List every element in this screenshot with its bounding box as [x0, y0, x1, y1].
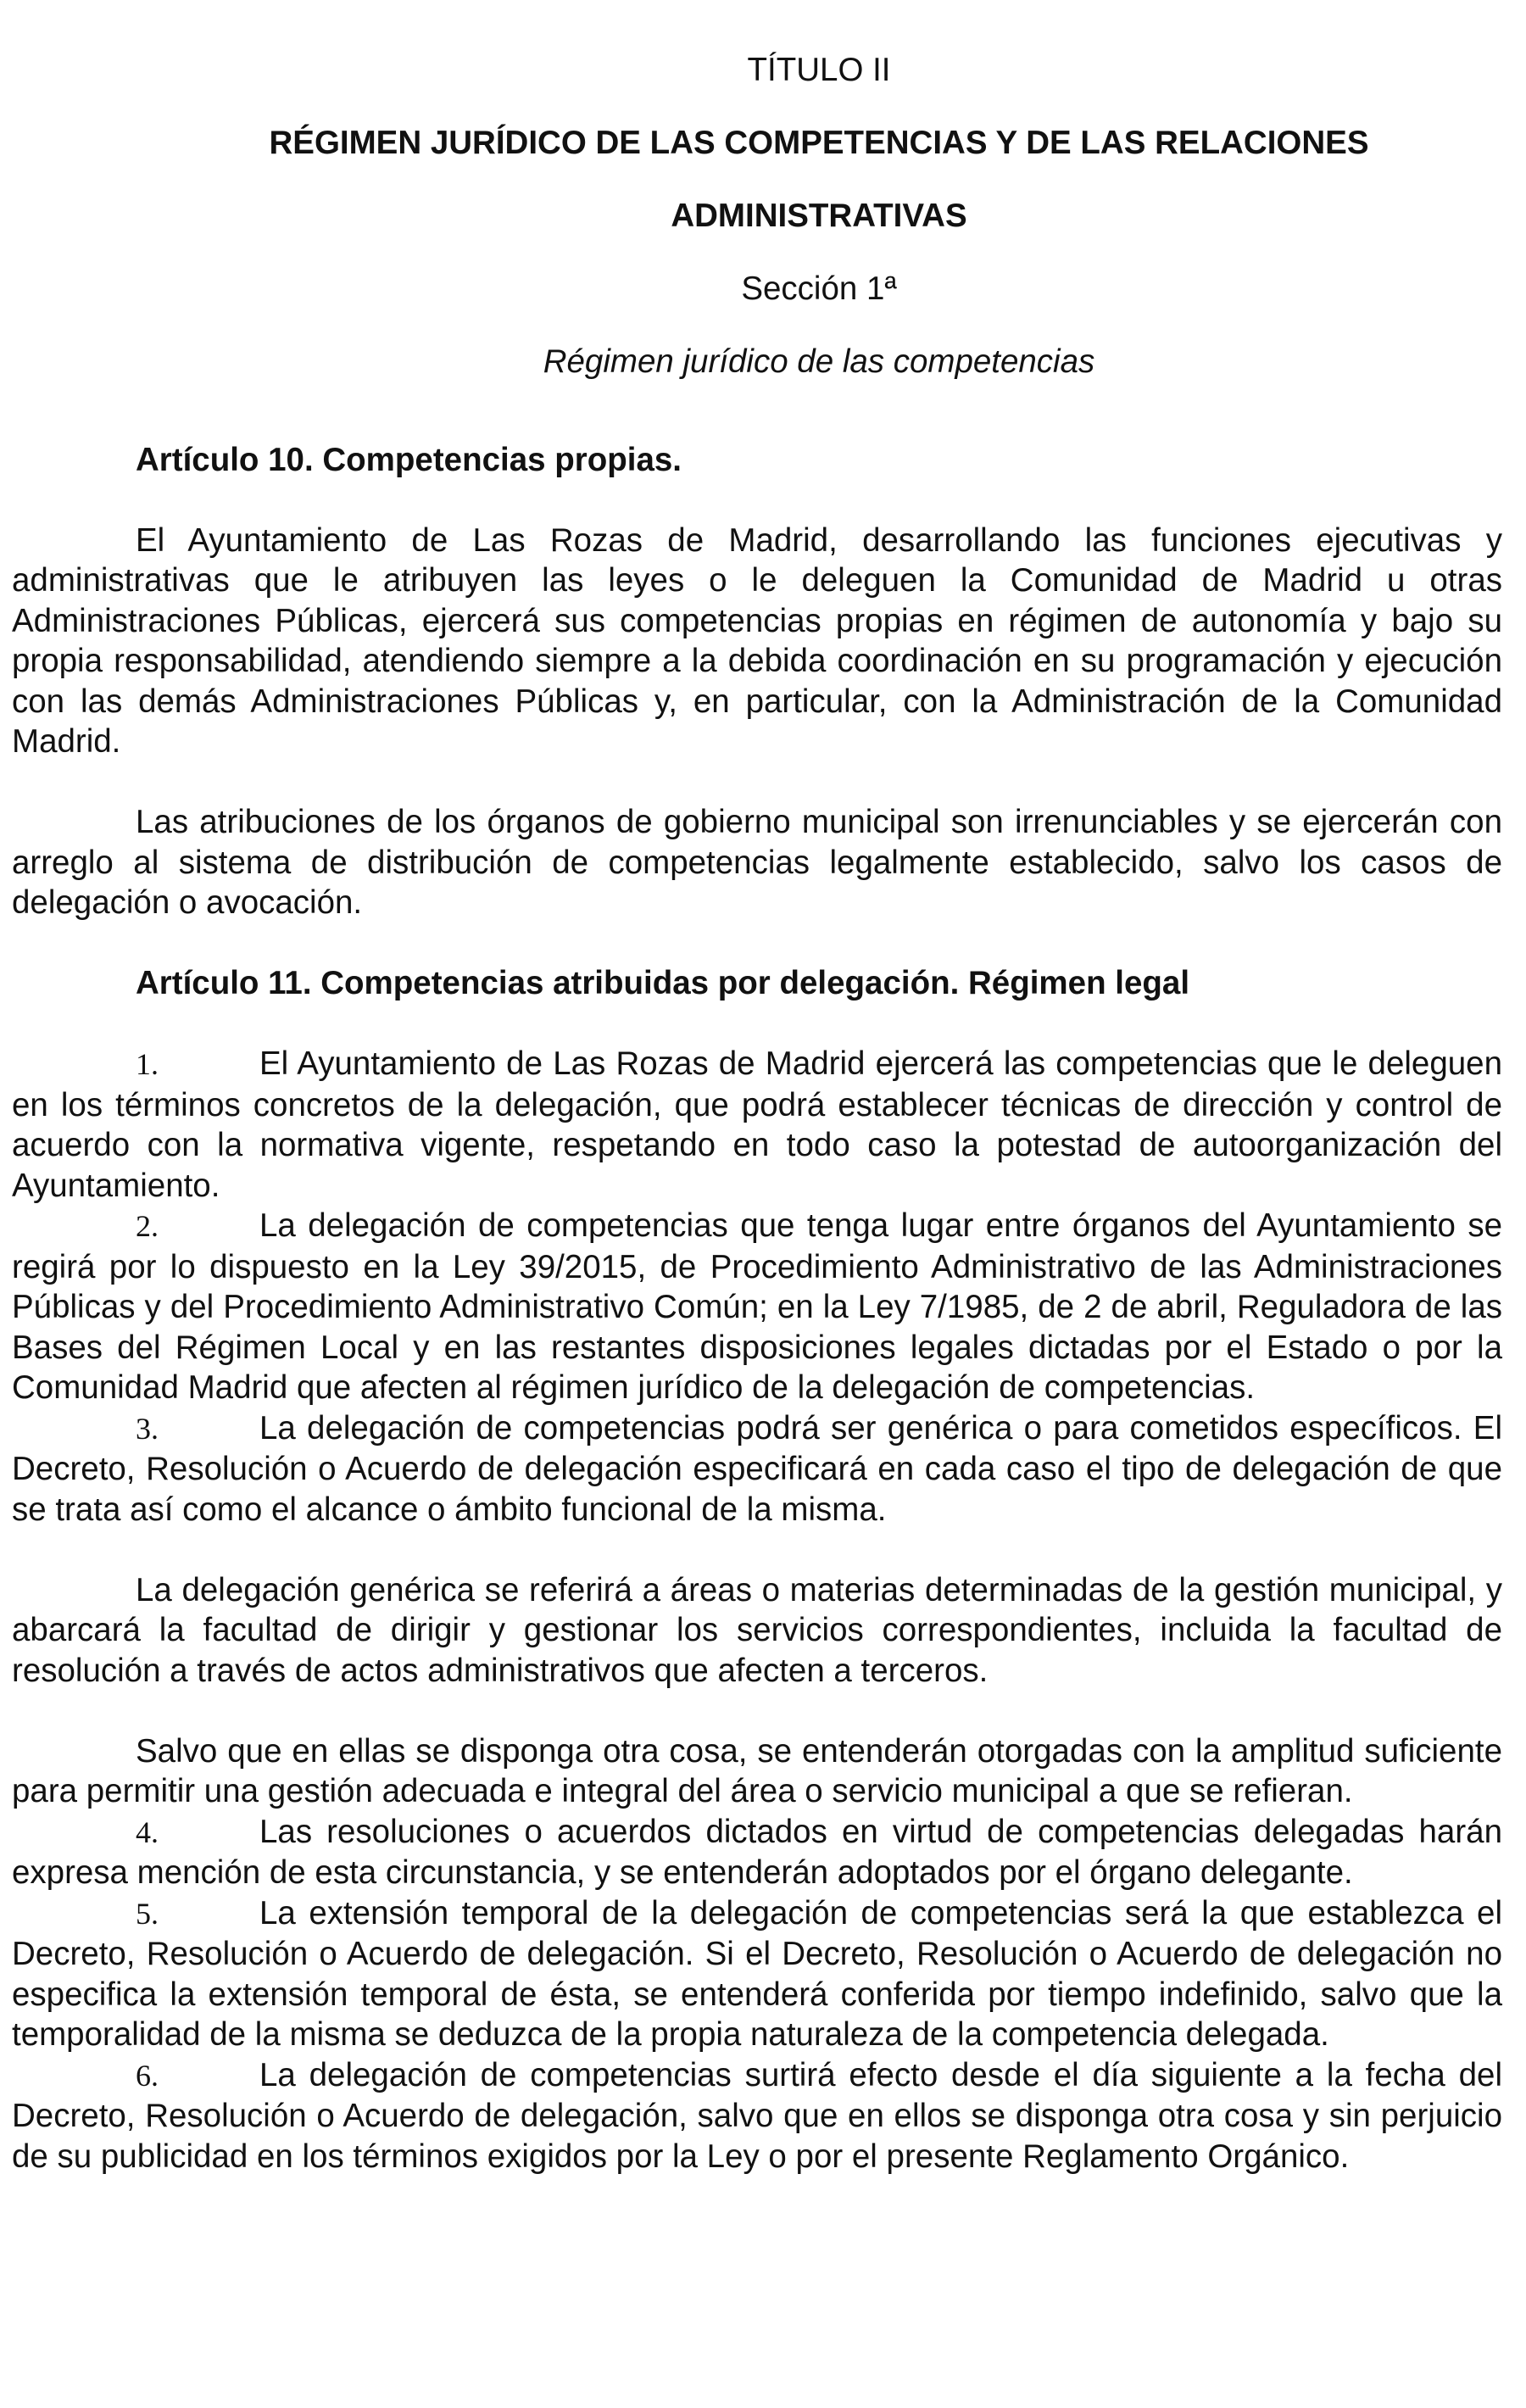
numbered-item — [12, 1408, 1502, 1530]
article-10-paragraph: Las atribuciones de los órganos de gobierno municipal son irrenunciables y se ejercerán con arreglo al sistema de distribución de competencias legalmente establecido, salvo los casos de delegación o avocación. — [12, 804, 1502, 921]
subtitle-line1: RÉGIMEN JURÍDICO DE LAS COMPETENCIAS Y DE LAS RELACIONES — [269, 124, 1369, 161]
item-number: 3. — [136, 1411, 159, 1446]
article-11-heading: Artículo 11. Competencias atribuidas por delegación. Régimen legal — [136, 965, 1190, 1001]
item-text: La delegación de competencias surtirá efecto desde el día siguiente a la fecha del Decreto, Resolución o Acuerdo de delegación, salvo que en ellos se disponga otra cosa y sin perjuicio de su publicidad en los términos exigidos por la Ley o por el presente Reglamento Orgánico. — [12, 2056, 1502, 2175]
article-10-paragraph: El Ayuntamiento de Las Rozas de Madrid, desarrollando las funciones ejecutivas y administrativas que le atribuyen las leyes o le deleguen la Comunidad de Madrid u otras Administraciones Públicas, ejercerá sus competencias propias en régimen de autonomía y bajo su propia responsabilidad, atendiendo siempre a la debida coordinación en su programación y ejecución con las demás Administraciones Públicas y, en particular, con la Administración de la Comunidad Madrid. — [12, 521, 1502, 760]
item-number: 1. — [136, 1047, 159, 1081]
numbered-item — [12, 2055, 1502, 2177]
salvo-paragraph: Salvo que en ellas se disponga otra cosa, se entenderán otorgadas con la amplitud suficiente para permitir una gestión adecuada e integral del área o servicio municipal a que se refieran. — [12, 1732, 1502, 1809]
title-block — [12, 50, 1502, 382]
item-text: La extensión temporal de la delegación de competencias será la que establezca el Decreto, Resolución o Acuerdo de delegación. Si el Decreto, Resolución o Acuerdo de delegación no especifica la extensión temporal de ésta, se entenderá conferida por tiempo indefinido, salvo que la temporalidad de la misma se deduzca de la propia naturaleza de la competencia delegada. — [12, 1894, 1502, 2053]
item-number: 6. — [136, 2058, 159, 2093]
section-name: Régimen jurídico de las competencias — [543, 343, 1095, 380]
numbered-item — [12, 1206, 1502, 1408]
generic-delegation-paragraph: La delegación genérica se referirá a áreas o materias determinadas de la gestión municipal, y abarcará la facultad de dirigir y gestionar los servicios correspondientes, incluida la facultad de resolución a través de actos administrativos que afecten a terceros. — [12, 1571, 1502, 1689]
subtitle-line2: ADMINISTRATIVAS — [671, 197, 967, 234]
document-page — [12, 17, 1502, 2177]
numbered-item — [12, 1812, 1502, 1893]
item-text: Las resoluciones o acuerdos dictados en virtud de competencias delegadas harán expresa mención de esta circunstancia, y se entenderán adoptados por el órgano delegante. — [12, 1813, 1502, 1891]
item-text: El Ayuntamiento de Las Rozas de Madrid ejercerá las competencias que le deleguen en los términos concretos de la delegación, que podrá establecer técnicas de dirección y control de acuerdo con la normativa vigente, respetando en todo caso la potestad de autoorganización del Ayuntamiento. — [12, 1045, 1502, 1204]
numbered-item — [12, 1893, 1502, 2055]
item-text: La delegación de competencias que tenga lugar entre órganos del Ayuntamiento se regirá por lo dispuesto en la Ley 39/2015, de Procedimiento Administrativo de las Administraciones Públicas y del Procedimiento Administrativo Común; en la Ley 7/1985, de 2 de abril, Reguladora de las Bases del Régimen Local y en las restantes disposiciones legales dictadas por el Estado o por la Comunidad Madrid que afecten al régimen jurídico de la delegación de competencias. — [12, 1207, 1502, 1406]
numbered-item — [12, 1044, 1502, 1206]
item-number: 2. — [136, 1209, 159, 1243]
title: TÍTULO II — [747, 51, 891, 88]
article-10-heading: Artículo 10. Competencias propias. — [136, 441, 682, 478]
item-text: La delegación de competencias podrá ser genérica o para cometidos específicos. El Decreto, Resolución o Acuerdo de delegación especificará en cada caso el tipo de delegación de que se trata así como el alcance o ámbito funcional de la misma. — [12, 1409, 1502, 1528]
item-number: 4. — [136, 1814, 159, 1849]
section-label: Sección 1ª — [741, 270, 897, 307]
item-number: 5. — [136, 1896, 159, 1931]
